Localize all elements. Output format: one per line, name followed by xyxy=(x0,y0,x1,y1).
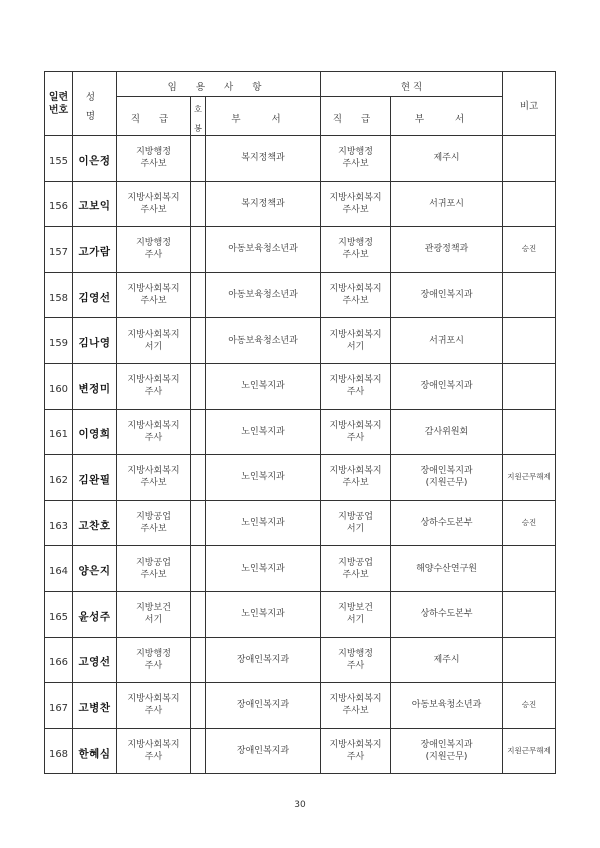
serial-number-cell: 167 xyxy=(45,683,73,729)
appointment-grade-cell: 지방사회복지 주사보 xyxy=(117,272,191,318)
step-cell xyxy=(191,728,206,774)
personnel-table xyxy=(44,71,556,774)
appointment-dept-cell: 아동보육청소년과 xyxy=(206,318,321,364)
current-dept-cell: 제주시 xyxy=(391,136,503,182)
appointment-dept-cell: 노인복지과 xyxy=(206,591,321,637)
header-step: 호봉 xyxy=(191,97,206,136)
table-row xyxy=(45,136,556,182)
serial-number-cell: 163 xyxy=(45,500,73,546)
table-row xyxy=(45,637,556,683)
serial-number-cell: 165 xyxy=(45,591,73,637)
name-cell: 김나영 xyxy=(73,318,117,364)
table-row xyxy=(45,227,556,273)
appointment-dept-cell: 노인복지과 xyxy=(206,500,321,546)
appointment-grade-cell: 지방사회복지 주사보 xyxy=(117,455,191,501)
table-row xyxy=(45,500,556,546)
name-cell: 김완필 xyxy=(73,455,117,501)
appointment-grade-cell: 지방사회복지 주사 xyxy=(117,683,191,729)
serial-number-cell: 162 xyxy=(45,455,73,501)
name-cell: 고영선 xyxy=(73,637,117,683)
remarks-cell: 승진 xyxy=(503,500,556,546)
remarks-cell xyxy=(503,318,556,364)
header-remarks: 비고 xyxy=(503,72,556,136)
remarks-cell: 승진 xyxy=(503,683,556,729)
current-grade-cell: 지방공업 주사보 xyxy=(321,546,391,592)
serial-number-cell: 168 xyxy=(45,728,73,774)
table-row xyxy=(45,318,556,364)
step-cell xyxy=(191,227,206,273)
serial-number-cell: 161 xyxy=(45,409,73,455)
current-dept-cell: 해양수산연구원 xyxy=(391,546,503,592)
current-grade-cell: 지방보건 서기 xyxy=(321,591,391,637)
table-row xyxy=(45,181,556,227)
current-grade-cell: 지방사회복지 주사 xyxy=(321,409,391,455)
appointment-grade-cell: 지방행정 주사 xyxy=(117,637,191,683)
table-row xyxy=(45,546,556,592)
header-appointment-grade: 직 급 xyxy=(117,97,191,136)
serial-number-cell: 166 xyxy=(45,637,73,683)
serial-number-cell: 158 xyxy=(45,272,73,318)
remarks-cell xyxy=(503,546,556,592)
header-current-dept: 부 서 xyxy=(391,97,503,136)
current-dept-cell: 장애인복지과 xyxy=(391,363,503,409)
current-grade-cell: 지방사회복지 주사보 xyxy=(321,683,391,729)
step-cell xyxy=(191,500,206,546)
appointment-dept-cell: 노인복지과 xyxy=(206,455,321,501)
appointment-grade-cell: 지방행정 주사보 xyxy=(117,136,191,182)
remarks-cell: 승진 xyxy=(503,227,556,273)
current-dept-cell: 아동보육청소년과 xyxy=(391,683,503,729)
page-number: 30 xyxy=(294,800,306,810)
name-cell: 변정미 xyxy=(73,363,117,409)
appointment-grade-cell: 지방보건 서기 xyxy=(117,591,191,637)
step-cell xyxy=(191,272,206,318)
remarks-cell: 지원근무해제 xyxy=(503,728,556,774)
step-cell xyxy=(191,683,206,729)
current-dept-cell: 서귀포시 xyxy=(391,181,503,227)
remarks-cell xyxy=(503,637,556,683)
current-grade-cell: 지방행정 주사 xyxy=(321,637,391,683)
remarks-cell xyxy=(503,181,556,227)
current-dept-cell: 장애인복지과 (지원근무) xyxy=(391,728,503,774)
step-cell xyxy=(191,409,206,455)
appointment-dept-cell: 장애인복지과 xyxy=(206,637,321,683)
appointment-grade-cell: 지방사회복지 주사 xyxy=(117,363,191,409)
name-cell: 양은지 xyxy=(73,546,117,592)
current-dept-cell: 서귀포시 xyxy=(391,318,503,364)
name-cell: 고찬호 xyxy=(73,500,117,546)
appointment-dept-cell: 아동보육청소년과 xyxy=(206,272,321,318)
step-cell xyxy=(191,181,206,227)
table-row xyxy=(45,728,556,774)
appointment-dept-cell: 노인복지과 xyxy=(206,546,321,592)
appointment-dept-cell: 장애인복지과 xyxy=(206,728,321,774)
current-grade-cell: 지방행정 주사보 xyxy=(321,136,391,182)
header-current-position: 현 직 xyxy=(321,72,503,97)
serial-number-cell: 155 xyxy=(45,136,73,182)
name-cell: 이영희 xyxy=(73,409,117,455)
current-dept-cell: 제주시 xyxy=(391,637,503,683)
name-cell: 고가람 xyxy=(73,227,117,273)
remarks-cell xyxy=(503,363,556,409)
remarks-cell xyxy=(503,591,556,637)
appointment-grade-cell: 지방사회복지 주사보 xyxy=(117,181,191,227)
appointment-grade-cell: 지방행정 주사 xyxy=(117,227,191,273)
name-cell: 한혜심 xyxy=(73,728,117,774)
step-cell xyxy=(191,455,206,501)
serial-number-cell: 156 xyxy=(45,181,73,227)
remarks-cell: 지원근무해제 xyxy=(503,455,556,501)
serial-number-cell: 157 xyxy=(45,227,73,273)
appointment-dept-cell: 복지정책과 xyxy=(206,181,321,227)
step-cell xyxy=(191,363,206,409)
current-grade-cell: 지방행정 주사보 xyxy=(321,227,391,273)
name-cell: 고보익 xyxy=(73,181,117,227)
table-row xyxy=(45,363,556,409)
current-dept-cell: 상하수도본부 xyxy=(391,500,503,546)
serial-number-cell: 159 xyxy=(45,318,73,364)
current-grade-cell: 지방사회복지 주사 xyxy=(321,363,391,409)
step-cell xyxy=(191,591,206,637)
appointment-grade-cell: 지방사회복지 주사 xyxy=(117,728,191,774)
table-row xyxy=(45,683,556,729)
serial-number-cell: 164 xyxy=(45,546,73,592)
table-row xyxy=(45,272,556,318)
step-cell xyxy=(191,546,206,592)
table-row xyxy=(45,591,556,637)
current-dept-cell: 관광정책과 xyxy=(391,227,503,273)
appointment-dept-cell: 노인복지과 xyxy=(206,409,321,455)
step-cell xyxy=(191,637,206,683)
current-grade-cell: 지방사회복지 서기 xyxy=(321,318,391,364)
current-dept-cell: 장애인복지과 (지원근무) xyxy=(391,455,503,501)
current-dept-cell: 장애인복지과 xyxy=(391,272,503,318)
table-row xyxy=(45,409,556,455)
remarks-cell xyxy=(503,272,556,318)
current-grade-cell: 지방사회복지 주사보 xyxy=(321,272,391,318)
name-cell: 윤성주 xyxy=(73,591,117,637)
header-name: 성 명 xyxy=(73,72,117,136)
appointment-grade-cell: 지방공업 주사보 xyxy=(117,500,191,546)
appointment-dept-cell: 장애인복지과 xyxy=(206,683,321,729)
serial-number-cell: 160 xyxy=(45,363,73,409)
header-appointment-dept: 부 서 xyxy=(206,97,321,136)
current-grade-cell: 지방사회복지 주사보 xyxy=(321,455,391,501)
appointment-grade-cell: 지방사회복지 서기 xyxy=(117,318,191,364)
appointment-grade-cell: 지방사회복지 주사 xyxy=(117,409,191,455)
current-grade-cell: 지방공업 서기 xyxy=(321,500,391,546)
step-cell xyxy=(191,136,206,182)
header-current-grade: 직 급 xyxy=(321,97,391,136)
remarks-cell xyxy=(503,409,556,455)
current-grade-cell: 지방사회복지 주사보 xyxy=(321,181,391,227)
current-grade-cell: 지방사회복지 주사 xyxy=(321,728,391,774)
table-row xyxy=(45,455,556,501)
remarks-cell xyxy=(503,136,556,182)
name-cell: 고병찬 xyxy=(73,683,117,729)
header-appointment: 임 용 사 항 xyxy=(117,72,321,97)
current-dept-cell: 감사위원회 xyxy=(391,409,503,455)
current-dept-cell: 상하수도본부 xyxy=(391,591,503,637)
appointment-dept-cell: 복지정책과 xyxy=(206,136,321,182)
name-cell: 이은정 xyxy=(73,136,117,182)
appointment-grade-cell: 지방공업 주사보 xyxy=(117,546,191,592)
name-cell: 김영선 xyxy=(73,272,117,318)
appointment-dept-cell: 노인복지과 xyxy=(206,363,321,409)
appointment-dept-cell: 아동보육청소년과 xyxy=(206,227,321,273)
step-cell xyxy=(191,318,206,364)
header-serial-number: 일련 번호 xyxy=(45,72,73,136)
